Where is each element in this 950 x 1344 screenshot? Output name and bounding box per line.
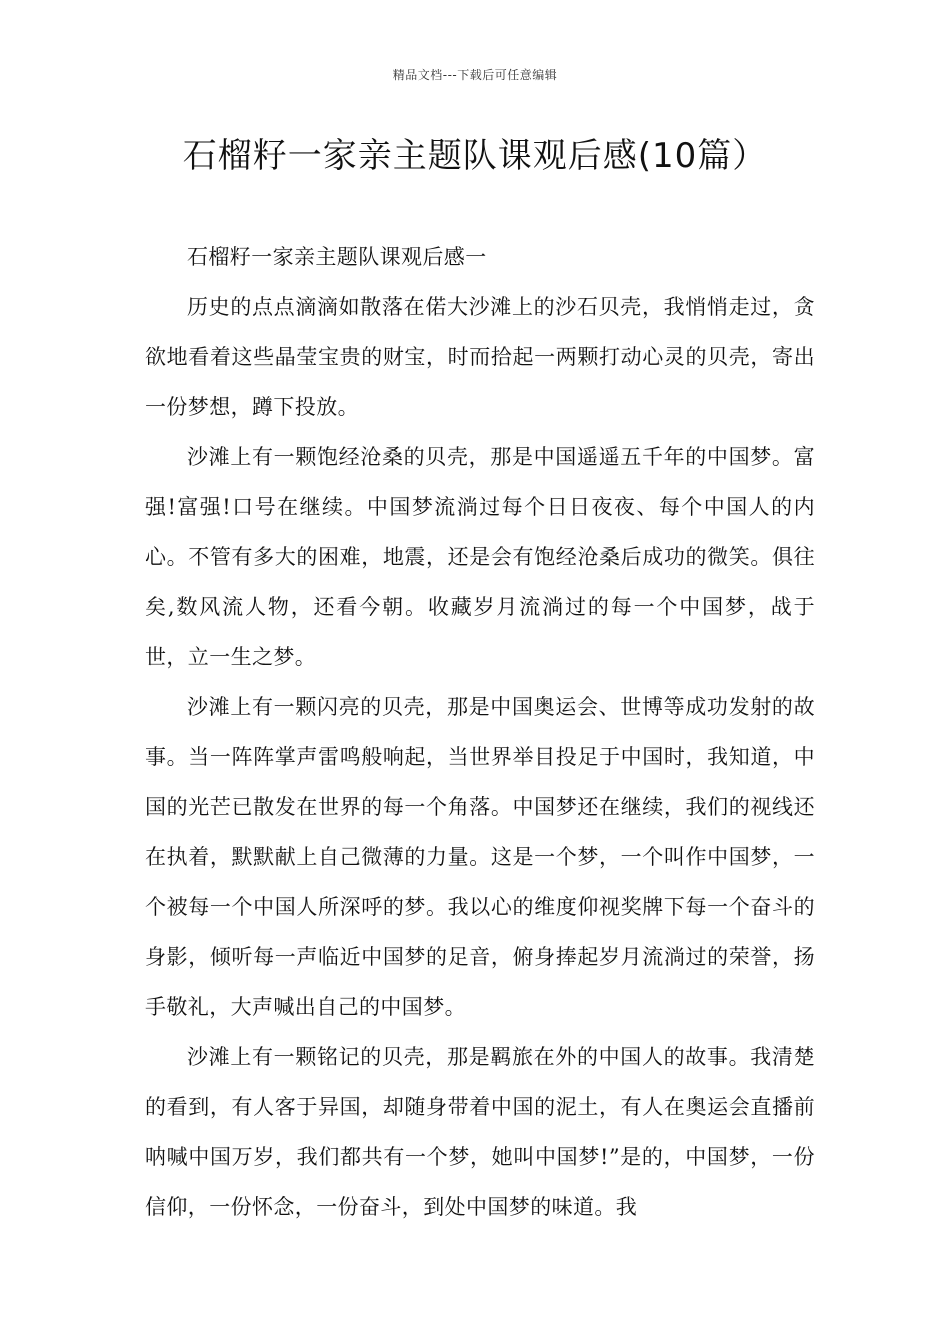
- paragraph: 沙滩上有一颗铭记的贝壳，那是羁旅在外的中国人的故事。我清楚的看到，有人客于异国，却随身带着中国的泥土，有人在奥运会直播前呐喊中国万岁，我们都共有一个梦，她叫中国梦!”是的，中国梦，一份信仰，一份怀念，一份奋斗，到处中国梦的味道。我: [145, 1045, 815, 1219]
- paragraph: 沙滩上有一颗闪亮的贝壳，那是中国奥运会、世博等成功发射的故事。当一阵阵掌声雷鸣般响起，当世界举目投足于中国时，我知道，中国的光芒已散发在世界的每一个角落。中国梦还在继续，我们的视线还在执着，默默献上自己微薄的力量。这是一个梦，一个叫作中国梦，一个被每一个中国人所深呼的梦。我以心的维度仰视奖牌下每一个奋斗的身影，倾听每一声临近中国梦的足音，俯身捧起岁月流淌过的荣誉，扬手敬礼，大声喊出自己的中国梦。: [145, 695, 815, 1019]
- document-body: [145, 232, 815, 1232]
- paragraph: 沙滩上有一颗饱经沧桑的贝壳，那是中国遥遥五千年的中国梦。富强!富强!口号在继续。中国梦流淌过每个日日夜夜、每个中国人的内心。不管有多大的困难，地震，还是会有饱经沧桑后成功的微笑。俱往矣,数风流人物，还看今朝。收藏岁月流淌过的每一个中国梦，战于世，立一生之梦。: [145, 445, 815, 669]
- header-note: 精品文档---下载后可任意编辑: [392, 68, 558, 82]
- paragraph: 历史的点点滴滴如散落在偌大沙滩上的沙石贝壳，我悄悄走过，贪欲地看着这些晶莹宝贵的财宝，时而拾起一两颗打动心灵的贝壳，寄出一份梦想，蹲下投放。: [145, 295, 815, 419]
- section-heading: 石榴籽一家亲主题队课观后感一: [187, 245, 487, 269]
- document-title: 石榴籽一家亲主题队课观后感(10篇）: [182, 136, 768, 176]
